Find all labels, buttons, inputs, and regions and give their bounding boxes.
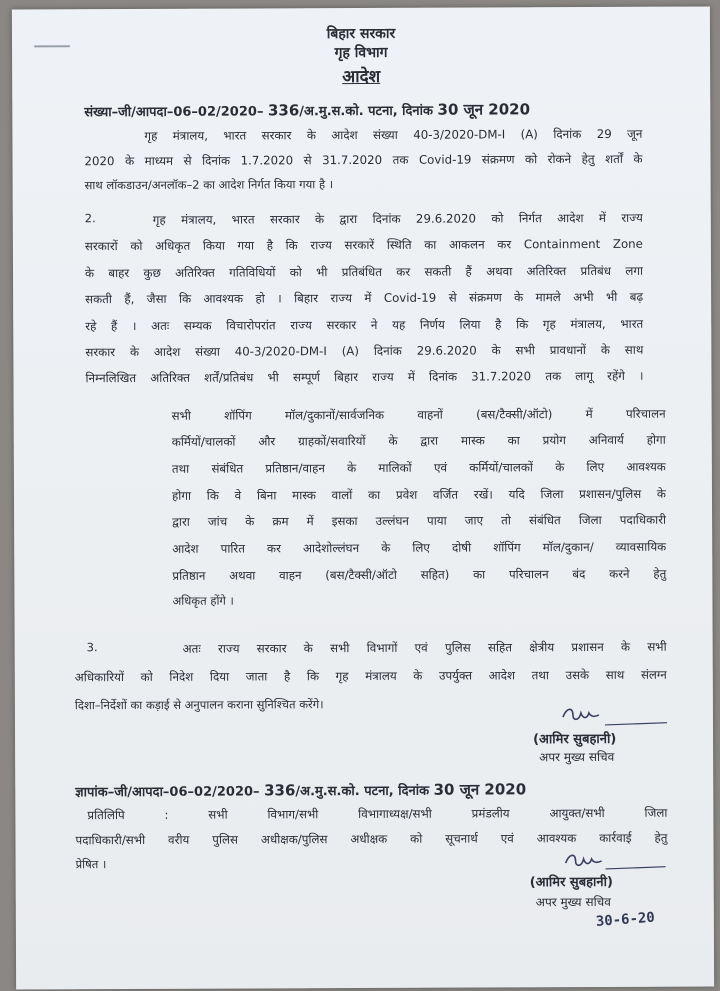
signatory-designation-2: अपर मुख्य सचिव	[535, 894, 611, 910]
signatory-name-1: (आमिर सुबहानी)	[533, 731, 617, 748]
copy-line-3: प्रेषित ।	[75, 857, 107, 872]
copy-line-2: पदाधिकारी/सभी वरीय पुलिस अधीक्षक/पुलिस अधीक्षक को सूचनार्थ एवं आवश्यक कार्रवाई हेतु	[75, 830, 668, 848]
para3-line-2: अधिकारियों को निदेश दिया जाता है कि गृह मंत्रालय के उपर्युक्त आदेश तथा उसके साथ संलग्न	[74, 667, 667, 685]
condition-line-6: आदेश पारित कर आदेशोल्लंघन के लिए दोषी शॉपिंग मॉल/दुकान/ व्यावसायिक	[172, 539, 667, 556]
para3-line-1: अतः राज्य सरकार के सभी विभागों एवं पुलिस सहित क्षेत्रीय प्रशासन के सभी	[182, 639, 667, 656]
copy-line-1: प्रतिलिपि : सभी विभाग/सभी विभागाध्यक्ष/सभी प्रमंडलीय आयुक्त/सभी जिला	[87, 805, 668, 823]
signatory-name-2: (आमिर सुबहानी)	[529, 874, 613, 891]
condition-line-2: कर्मियों/चालकों और ग्राहकों/सवारियों के द्वारा मास्क का प्रयोग अनिवार्य होगा	[171, 432, 666, 449]
para2-line-3: के बाहर कुछ अतिरिक्त गतिविधियों को भी प्रतिबंधित कर सकती हैं अथवा अतिरिक्त प्रतिबंध लगा	[84, 263, 644, 281]
department-name: गृह विभाग	[334, 44, 388, 62]
document-page	[12, 6, 714, 989]
order-reference	[84, 99, 530, 121]
para2-line-6: सरकार के आदेश संख्या 40-3/2020-DM-I (A) दिनांक 29.6.2020 के सभी प्रावधानों के साथ	[85, 342, 644, 360]
order-ref-number: 336	[267, 101, 300, 120]
para2-line-2: सरकारों को अधिकृत किया गया है कि राज्य सरकारें स्थिति का आकलन कर Containment Zone	[84, 236, 643, 254]
memo-ref-prefix: ज्ञापांक–जी/आपदा–06–02/2020–	[75, 784, 260, 801]
para3-line-3: दिशा–निर्देशों का कड़ाई से अनुपालन कराना सुनिश्चित करेंगे।	[74, 697, 324, 713]
condition-line-1: सभी शॉपिंग मॉल/दुकानों/सार्वजनिक वाहनों (बस/टैक्सी/ऑटो) में परिचालन	[171, 406, 666, 423]
condition-line-8: अधिकृत होंगे ।	[172, 593, 234, 608]
para1-line-3: साथ लॉकडाउन/अनलॉक–2 का आदेश निर्गत किया गया है ।	[84, 177, 334, 193]
order-ref-prefix: संख्या–जी/आपदा–06–02/2020–	[84, 104, 264, 121]
memo-reference	[75, 779, 526, 801]
handwritten-date: 30-6-20	[595, 909, 656, 931]
order-ref-office: /अ.मु.स.को. पटना, दिनांक	[299, 103, 434, 120]
para2-number: 2.	[84, 211, 96, 226]
condition-line-3: तथा संबंधित प्रतिष्ठान/वाहन के मालिकों एवं कर्मियों/चालकों के लिए आवश्यक	[171, 459, 666, 476]
para2-line-4: सकती हैं, जैसा कि आवश्यक हो । बिहार राज्य में Covid-19 से संक्रमण के मामले अभी भी बढ़	[85, 289, 644, 307]
document-title: आदेश	[342, 66, 381, 88]
para2-line-7: निम्नलिखित अतिरिक्त शर्तें/प्रतिबंध भी सम्पूर्ण बिहार राज्य में दिनांक 31.7.2020 तक लागू रहेंगे ।	[85, 368, 644, 386]
condition-line-7: प्रतिष्ठान अथवा वाहन (बस/टैक्सी/ऑटो सहित) का परिचालन बंद करने हेतु	[172, 566, 667, 583]
order-ref-date: 30 जून 2020	[437, 100, 531, 119]
para2-line-5: रहे हैं । अतः सम्यक विचारोपरांत राज्य सरकार ने यह निर्णय लिया है कि गृह मंत्रालय, भारत	[85, 316, 644, 334]
signatory-designation-1: अपर मुख्य सचिव	[539, 749, 615, 765]
government-name: बिहार सरकार	[326, 25, 396, 43]
memo-ref-date: 30 जून 2020	[433, 780, 527, 799]
para2-line-1: गृह मंत्रालय, भारत सरकार के द्वारा दिनांक 29.6.2020 को निर्गत आदेश में राज्य	[152, 210, 643, 227]
memo-ref-office: /अ.मु.स.को. पटना, दिनांक	[295, 783, 430, 800]
para1-line-1: गृह मंत्रालय, भारत सरकार के आदेश संख्या 40-3/2020-DM-I (A) दिनांक 29 जून	[144, 126, 643, 143]
condition-line-5: द्वारा जांच के क्रम में इसका उल्लंघन पाया जाए तो संबंधित जिला पदाधिकारी	[172, 512, 667, 529]
memo-ref-number: 336	[264, 781, 296, 800]
para3-number: 3.	[86, 640, 98, 655]
para1-line-2: 2020 के माध्यम से दिनांक 1.7.2020 से 31.7.2020 तक Covid-19 संक्रमण को रोकने हेतु शर्तों के	[84, 151, 643, 169]
condition-line-4: होगा कि वे बिना मास्क वालों का प्रवेश वर्जित रखें। यदि जिला प्रशासन/पुलिस के	[171, 486, 667, 503]
